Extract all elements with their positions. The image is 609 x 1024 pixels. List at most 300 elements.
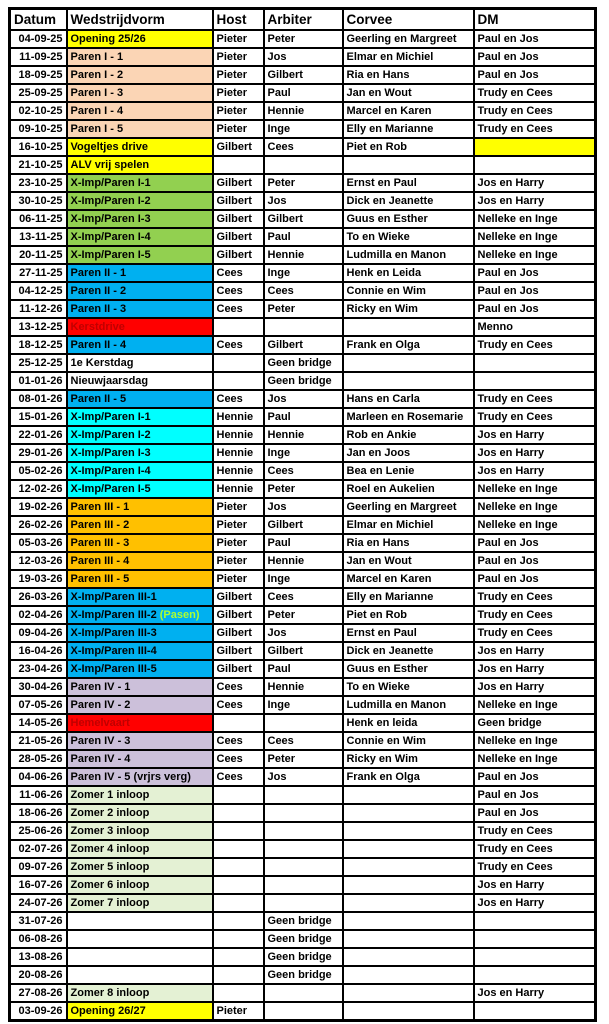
cell-vorm bbox=[67, 624, 213, 642]
cell-corvee bbox=[343, 930, 474, 948]
cell-dm: Paul en Jos bbox=[474, 66, 596, 84]
cell-host: Gilbert bbox=[213, 624, 264, 642]
table-row bbox=[10, 336, 596, 354]
cell-dm bbox=[474, 138, 596, 156]
cell-dm: Nelleke en Inge bbox=[474, 750, 596, 768]
cell-dm: Trudy en Cees bbox=[474, 606, 596, 624]
cell-corvee bbox=[343, 372, 474, 390]
table-row bbox=[10, 372, 596, 390]
event-label: Paren IV - 4 bbox=[70, 753, 131, 765]
table-row bbox=[10, 30, 596, 48]
cell-datum: 04-12-25 bbox=[10, 282, 67, 300]
table-row bbox=[10, 534, 596, 552]
cell-arbiter: Geen bridge bbox=[264, 912, 343, 930]
cell-dm: Trudy en Cees bbox=[474, 858, 596, 876]
cell-corvee: Dick en Jeanette bbox=[343, 642, 474, 660]
table-row bbox=[10, 246, 596, 264]
cell-vorm bbox=[67, 120, 213, 138]
event-label: X-Imp/Paren I-3 bbox=[70, 447, 151, 459]
cell-datum: 08-01-26 bbox=[10, 390, 67, 408]
cell-corvee: Henk en Leida bbox=[343, 264, 474, 282]
schedule-table bbox=[8, 7, 597, 1022]
table-row bbox=[10, 282, 596, 300]
table-row bbox=[10, 552, 596, 570]
cell-arbiter bbox=[264, 984, 343, 1002]
table-row bbox=[10, 300, 596, 318]
cell-corvee: Ricky en Wim bbox=[343, 300, 474, 318]
event-label: Opening 25/26 bbox=[70, 33, 146, 45]
column-header-wedstrijdvorm: Wedstrijdvorm bbox=[67, 9, 213, 31]
cell-corvee bbox=[343, 966, 474, 984]
cell-host: Gilbert bbox=[213, 210, 264, 228]
cell-arbiter: Gilbert bbox=[264, 516, 343, 534]
cell-dm: Jos en Harry bbox=[474, 894, 596, 912]
cell-dm: Nelleke en Inge bbox=[474, 516, 596, 534]
cell-datum: 24-07-26 bbox=[10, 894, 67, 912]
cell-host bbox=[213, 318, 264, 336]
cell-vorm bbox=[67, 246, 213, 264]
cell-arbiter: Cees bbox=[264, 732, 343, 750]
cell-datum: 16-04-26 bbox=[10, 642, 67, 660]
cell-corvee: Jan en Wout bbox=[343, 84, 474, 102]
cell-dm: Jos en Harry bbox=[474, 444, 596, 462]
cell-datum: 30-10-25 bbox=[10, 192, 67, 210]
cell-vorm bbox=[67, 480, 213, 498]
cell-dm: Nelleke en Inge bbox=[474, 498, 596, 516]
cell-datum: 09-10-25 bbox=[10, 120, 67, 138]
cell-datum: 21-05-26 bbox=[10, 732, 67, 750]
cell-vorm bbox=[67, 408, 213, 426]
cell-vorm bbox=[67, 858, 213, 876]
cell-corvee bbox=[343, 912, 474, 930]
cell-dm: Nelleke en Inge bbox=[474, 246, 596, 264]
table-row bbox=[10, 390, 596, 408]
table-row bbox=[10, 912, 596, 930]
table-row bbox=[10, 624, 596, 642]
cell-arbiter: Paul bbox=[264, 228, 343, 246]
cell-host: Cees bbox=[213, 696, 264, 714]
cell-arbiter: Cees bbox=[264, 282, 343, 300]
cell-host bbox=[213, 714, 264, 732]
table-row bbox=[10, 822, 596, 840]
cell-corvee: Elly en Marianne bbox=[343, 120, 474, 138]
cell-host bbox=[213, 894, 264, 912]
cell-vorm bbox=[67, 822, 213, 840]
cell-datum: 30-04-26 bbox=[10, 678, 67, 696]
cell-host: Pieter bbox=[213, 84, 264, 102]
event-label: Opening 26/27 bbox=[70, 1005, 146, 1017]
cell-host bbox=[213, 984, 264, 1002]
table-row bbox=[10, 732, 596, 750]
cell-vorm bbox=[67, 30, 213, 48]
event-label: X-Imp/Paren III-5 bbox=[70, 663, 157, 675]
cell-corvee: Hans en Carla bbox=[343, 390, 474, 408]
event-label: Paren III - 4 bbox=[70, 555, 130, 567]
cell-host: Cees bbox=[213, 282, 264, 300]
cell-dm: Paul en Jos bbox=[474, 534, 596, 552]
cell-corvee: Guus en Esther bbox=[343, 210, 474, 228]
cell-dm: Paul en Jos bbox=[474, 570, 596, 588]
cell-arbiter: Inge bbox=[264, 444, 343, 462]
event-label: Paren II - 2 bbox=[70, 285, 127, 297]
table-row bbox=[10, 498, 596, 516]
cell-vorm bbox=[67, 948, 213, 966]
cell-corvee: Marleen en Rosemarie bbox=[343, 408, 474, 426]
cell-corvee: Piet en Rob bbox=[343, 138, 474, 156]
cell-host: Pieter bbox=[213, 102, 264, 120]
event-label: Paren III - 5 bbox=[70, 573, 130, 585]
cell-vorm bbox=[67, 678, 213, 696]
cell-dm: Nelleke en Inge bbox=[474, 732, 596, 750]
cell-host bbox=[213, 930, 264, 948]
cell-vorm bbox=[67, 588, 213, 606]
cell-arbiter: Hennie bbox=[264, 552, 343, 570]
cell-host bbox=[213, 156, 264, 174]
cell-host bbox=[213, 876, 264, 894]
cell-dm: Jos en Harry bbox=[474, 642, 596, 660]
cell-arbiter bbox=[264, 804, 343, 822]
table-row bbox=[10, 192, 596, 210]
cell-host: Cees bbox=[213, 264, 264, 282]
event-label: Nieuwjaarsdag bbox=[70, 375, 149, 387]
cell-arbiter: Peter bbox=[264, 30, 343, 48]
cell-corvee: Frank en Olga bbox=[343, 336, 474, 354]
table-row bbox=[10, 318, 596, 336]
cell-host: Hennie bbox=[213, 480, 264, 498]
cell-vorm bbox=[67, 228, 213, 246]
event-label: Zomer 6 inloop bbox=[70, 879, 150, 891]
event-label: Paren I - 5 bbox=[70, 123, 124, 135]
cell-dm: Trudy en Cees bbox=[474, 336, 596, 354]
cell-datum: 22-01-26 bbox=[10, 426, 67, 444]
cell-vorm bbox=[67, 516, 213, 534]
cell-datum: 25-06-26 bbox=[10, 822, 67, 840]
table-row bbox=[10, 210, 596, 228]
cell-arbiter: Cees bbox=[264, 588, 343, 606]
cell-datum: 12-02-26 bbox=[10, 480, 67, 498]
cell-dm: Paul en Jos bbox=[474, 552, 596, 570]
cell-dm: Paul en Jos bbox=[474, 768, 596, 786]
event-label: ALV vrij spelen bbox=[70, 159, 150, 171]
cell-vorm bbox=[67, 876, 213, 894]
cell-host: Pieter bbox=[213, 516, 264, 534]
event-label: Zomer 8 inloop bbox=[70, 987, 150, 999]
cell-host: Hennie bbox=[213, 426, 264, 444]
cell-dm: Nelleke en Inge bbox=[474, 480, 596, 498]
cell-dm: Trudy en Cees bbox=[474, 588, 596, 606]
cell-corvee: Ricky en Wim bbox=[343, 750, 474, 768]
column-header-datum: Datum bbox=[10, 9, 67, 31]
cell-dm: Jos en Harry bbox=[474, 678, 596, 696]
cell-arbiter: Peter bbox=[264, 480, 343, 498]
table-row bbox=[10, 696, 596, 714]
cell-arbiter bbox=[264, 840, 343, 858]
cell-vorm bbox=[67, 318, 213, 336]
cell-corvee: Frank en Olga bbox=[343, 768, 474, 786]
table-row bbox=[10, 768, 596, 786]
column-header-host: Host bbox=[213, 9, 264, 31]
event-label: X-Imp/Paren III-2 bbox=[70, 609, 160, 621]
cell-arbiter bbox=[264, 714, 343, 732]
table-row bbox=[10, 120, 596, 138]
cell-vorm bbox=[67, 534, 213, 552]
table-row bbox=[10, 894, 596, 912]
cell-host bbox=[213, 858, 264, 876]
cell-dm bbox=[474, 156, 596, 174]
cell-datum: 02-04-26 bbox=[10, 606, 67, 624]
cell-dm: Jos en Harry bbox=[474, 984, 596, 1002]
cell-arbiter: Geen bridge bbox=[264, 372, 343, 390]
event-label: X-Imp/Paren I-2 bbox=[70, 195, 151, 207]
event-label: Paren IV - 3 bbox=[70, 735, 131, 747]
cell-datum: 26-02-26 bbox=[10, 516, 67, 534]
cell-datum: 11-12-26 bbox=[10, 300, 67, 318]
cell-dm bbox=[474, 930, 596, 948]
cell-corvee bbox=[343, 876, 474, 894]
cell-dm bbox=[474, 372, 596, 390]
table-row bbox=[10, 804, 596, 822]
event-label: Zomer 4 inloop bbox=[70, 843, 150, 855]
cell-arbiter: Jos bbox=[264, 498, 343, 516]
event-label: Zomer 7 inloop bbox=[70, 897, 150, 909]
cell-arbiter bbox=[264, 318, 343, 336]
table-row bbox=[10, 984, 596, 1002]
cell-arbiter bbox=[264, 894, 343, 912]
event-label: X-Imp/Paren I-3 bbox=[70, 213, 151, 225]
cell-corvee: Rob en Ankie bbox=[343, 426, 474, 444]
cell-vorm bbox=[67, 732, 213, 750]
cell-corvee: Elmar en Michiel bbox=[343, 516, 474, 534]
table-row bbox=[10, 66, 596, 84]
cell-host: Pieter bbox=[213, 570, 264, 588]
cell-dm bbox=[474, 354, 596, 372]
cell-corvee bbox=[343, 804, 474, 822]
cell-vorm bbox=[67, 354, 213, 372]
cell-datum: 01-01-26 bbox=[10, 372, 67, 390]
cell-arbiter: Inge bbox=[264, 696, 343, 714]
cell-arbiter bbox=[264, 876, 343, 894]
cell-corvee bbox=[343, 894, 474, 912]
header-row bbox=[10, 9, 596, 31]
cell-dm bbox=[474, 966, 596, 984]
cell-corvee bbox=[343, 1002, 474, 1021]
cell-host: Cees bbox=[213, 300, 264, 318]
cell-vorm bbox=[67, 66, 213, 84]
event-label: X-Imp/Paren I-5 bbox=[70, 483, 151, 495]
cell-host: Cees bbox=[213, 732, 264, 750]
cell-datum: 21-10-25 bbox=[10, 156, 67, 174]
cell-corvee: Jan en Wout bbox=[343, 552, 474, 570]
cell-datum: 31-07-26 bbox=[10, 912, 67, 930]
cell-host bbox=[213, 804, 264, 822]
cell-corvee: Henk en leida bbox=[343, 714, 474, 732]
cell-dm: Jos en Harry bbox=[474, 174, 596, 192]
table-row bbox=[10, 354, 596, 372]
cell-host: Hennie bbox=[213, 408, 264, 426]
cell-corvee: To en Wieke bbox=[343, 678, 474, 696]
cell-arbiter bbox=[264, 822, 343, 840]
cell-arbiter bbox=[264, 858, 343, 876]
cell-vorm bbox=[67, 444, 213, 462]
cell-dm bbox=[474, 948, 596, 966]
cell-dm: Paul en Jos bbox=[474, 48, 596, 66]
cell-arbiter: Geen bridge bbox=[264, 354, 343, 372]
cell-datum: 25-12-25 bbox=[10, 354, 67, 372]
cell-dm: Trudy en Cees bbox=[474, 408, 596, 426]
table-row bbox=[10, 408, 596, 426]
table-row bbox=[10, 930, 596, 948]
cell-host: Hennie bbox=[213, 462, 264, 480]
cell-dm: Paul en Jos bbox=[474, 30, 596, 48]
cell-arbiter: Inge bbox=[264, 120, 343, 138]
cell-datum: 05-02-26 bbox=[10, 462, 67, 480]
cell-datum: 04-06-26 bbox=[10, 768, 67, 786]
table-row bbox=[10, 264, 596, 282]
cell-arbiter: Gilbert bbox=[264, 66, 343, 84]
cell-dm: Geen bridge bbox=[474, 714, 596, 732]
cell-host: Gilbert bbox=[213, 174, 264, 192]
table-row bbox=[10, 678, 596, 696]
cell-datum: 19-02-26 bbox=[10, 498, 67, 516]
cell-arbiter: Peter bbox=[264, 174, 343, 192]
cell-corvee: Geerling en Margreet bbox=[343, 498, 474, 516]
event-label: X-Imp/Paren III-4 bbox=[70, 645, 157, 657]
cell-dm: Menno bbox=[474, 318, 596, 336]
cell-corvee: Ernst en Paul bbox=[343, 174, 474, 192]
cell-arbiter bbox=[264, 1002, 343, 1021]
event-label: Paren II - 3 bbox=[70, 303, 127, 315]
cell-arbiter: Jos bbox=[264, 192, 343, 210]
table-body bbox=[10, 30, 596, 1021]
cell-host: Pieter bbox=[213, 30, 264, 48]
cell-host: Gilbert bbox=[213, 228, 264, 246]
table-row bbox=[10, 444, 596, 462]
event-label: Paren IV - 2 bbox=[70, 699, 131, 711]
cell-datum: 06-08-26 bbox=[10, 930, 67, 948]
cell-dm: Jos en Harry bbox=[474, 192, 596, 210]
cell-host: Gilbert bbox=[213, 246, 264, 264]
cell-arbiter: Jos bbox=[264, 390, 343, 408]
cell-dm: Paul en Jos bbox=[474, 804, 596, 822]
event-label: Paren I - 1 bbox=[70, 51, 124, 63]
cell-host: Pieter bbox=[213, 534, 264, 552]
cell-datum: 09-04-26 bbox=[10, 624, 67, 642]
cell-corvee bbox=[343, 786, 474, 804]
cell-dm bbox=[474, 1002, 596, 1021]
cell-vorm bbox=[67, 48, 213, 66]
cell-vorm bbox=[67, 696, 213, 714]
table-row bbox=[10, 588, 596, 606]
cell-vorm bbox=[67, 750, 213, 768]
cell-dm: Paul en Jos bbox=[474, 282, 596, 300]
cell-datum: 06-11-25 bbox=[10, 210, 67, 228]
table-row bbox=[10, 642, 596, 660]
cell-vorm bbox=[67, 462, 213, 480]
cell-dm: Nelleke en Inge bbox=[474, 696, 596, 714]
cell-vorm bbox=[67, 768, 213, 786]
event-label: X-Imp/Paren I-1 bbox=[70, 411, 151, 423]
cell-host bbox=[213, 822, 264, 840]
cell-arbiter: Peter bbox=[264, 606, 343, 624]
cell-host bbox=[213, 840, 264, 858]
cell-datum: 18-09-25 bbox=[10, 66, 67, 84]
cell-arbiter: Inge bbox=[264, 570, 343, 588]
table-row bbox=[10, 570, 596, 588]
cell-datum: 28-05-26 bbox=[10, 750, 67, 768]
cell-datum: 16-10-25 bbox=[10, 138, 67, 156]
event-label: Paren III - 1 bbox=[70, 501, 130, 513]
cell-datum: 02-07-26 bbox=[10, 840, 67, 858]
cell-vorm bbox=[67, 642, 213, 660]
cell-vorm bbox=[67, 984, 213, 1002]
cell-corvee bbox=[343, 984, 474, 1002]
cell-arbiter: Jos bbox=[264, 48, 343, 66]
cell-arbiter: Paul bbox=[264, 84, 343, 102]
table-row bbox=[10, 786, 596, 804]
cell-datum: 29-01-26 bbox=[10, 444, 67, 462]
table-row bbox=[10, 876, 596, 894]
cell-dm bbox=[474, 912, 596, 930]
cell-host: Gilbert bbox=[213, 138, 264, 156]
cell-vorm bbox=[67, 660, 213, 678]
cell-host: Pieter bbox=[213, 498, 264, 516]
cell-arbiter: Geen bridge bbox=[264, 948, 343, 966]
event-label: Hemelvaart bbox=[70, 717, 130, 729]
cell-corvee: Piet en Rob bbox=[343, 606, 474, 624]
table-row bbox=[10, 84, 596, 102]
table-row bbox=[10, 462, 596, 480]
cell-dm: Trudy en Cees bbox=[474, 840, 596, 858]
cell-datum: 16-07-26 bbox=[10, 876, 67, 894]
cell-arbiter: Inge bbox=[264, 264, 343, 282]
cell-arbiter: Paul bbox=[264, 408, 343, 426]
cell-datum: 23-10-25 bbox=[10, 174, 67, 192]
cell-datum: 18-12-25 bbox=[10, 336, 67, 354]
cell-corvee: Geerling en Margreet bbox=[343, 30, 474, 48]
cell-corvee: Ludmilla en Manon bbox=[343, 246, 474, 264]
cell-datum: 26-03-26 bbox=[10, 588, 67, 606]
cell-host: Cees bbox=[213, 678, 264, 696]
event-label: Paren I - 4 bbox=[70, 105, 124, 117]
cell-arbiter: Geen bridge bbox=[264, 966, 343, 984]
cell-datum: 27-08-26 bbox=[10, 984, 67, 1002]
event-label: Vogeltjes drive bbox=[70, 141, 148, 153]
cell-vorm bbox=[67, 570, 213, 588]
cell-corvee bbox=[343, 318, 474, 336]
cell-datum: 13-11-25 bbox=[10, 228, 67, 246]
event-label: X-Imp/Paren I-1 bbox=[70, 177, 151, 189]
cell-datum: 20-08-26 bbox=[10, 966, 67, 984]
cell-datum: 11-06-26 bbox=[10, 786, 67, 804]
cell-host: Cees bbox=[213, 768, 264, 786]
cell-corvee: Marcel en Karen bbox=[343, 102, 474, 120]
table-row bbox=[10, 426, 596, 444]
table-row bbox=[10, 156, 596, 174]
event-label: Zomer 1 inloop bbox=[70, 789, 150, 801]
cell-corvee bbox=[343, 354, 474, 372]
event-label: Zomer 5 inloop bbox=[70, 861, 150, 873]
cell-dm: Jos en Harry bbox=[474, 876, 596, 894]
event-label: Zomer 2 inloop bbox=[70, 807, 150, 819]
cell-host bbox=[213, 912, 264, 930]
cell-dm: Trudy en Cees bbox=[474, 822, 596, 840]
cell-host: Gilbert bbox=[213, 588, 264, 606]
event-label: X-Imp/Paren I-5 bbox=[70, 249, 151, 261]
table-row bbox=[10, 138, 596, 156]
event-label: X-Imp/Paren I-2 bbox=[70, 429, 151, 441]
cell-vorm bbox=[67, 426, 213, 444]
cell-dm: Jos en Harry bbox=[474, 426, 596, 444]
